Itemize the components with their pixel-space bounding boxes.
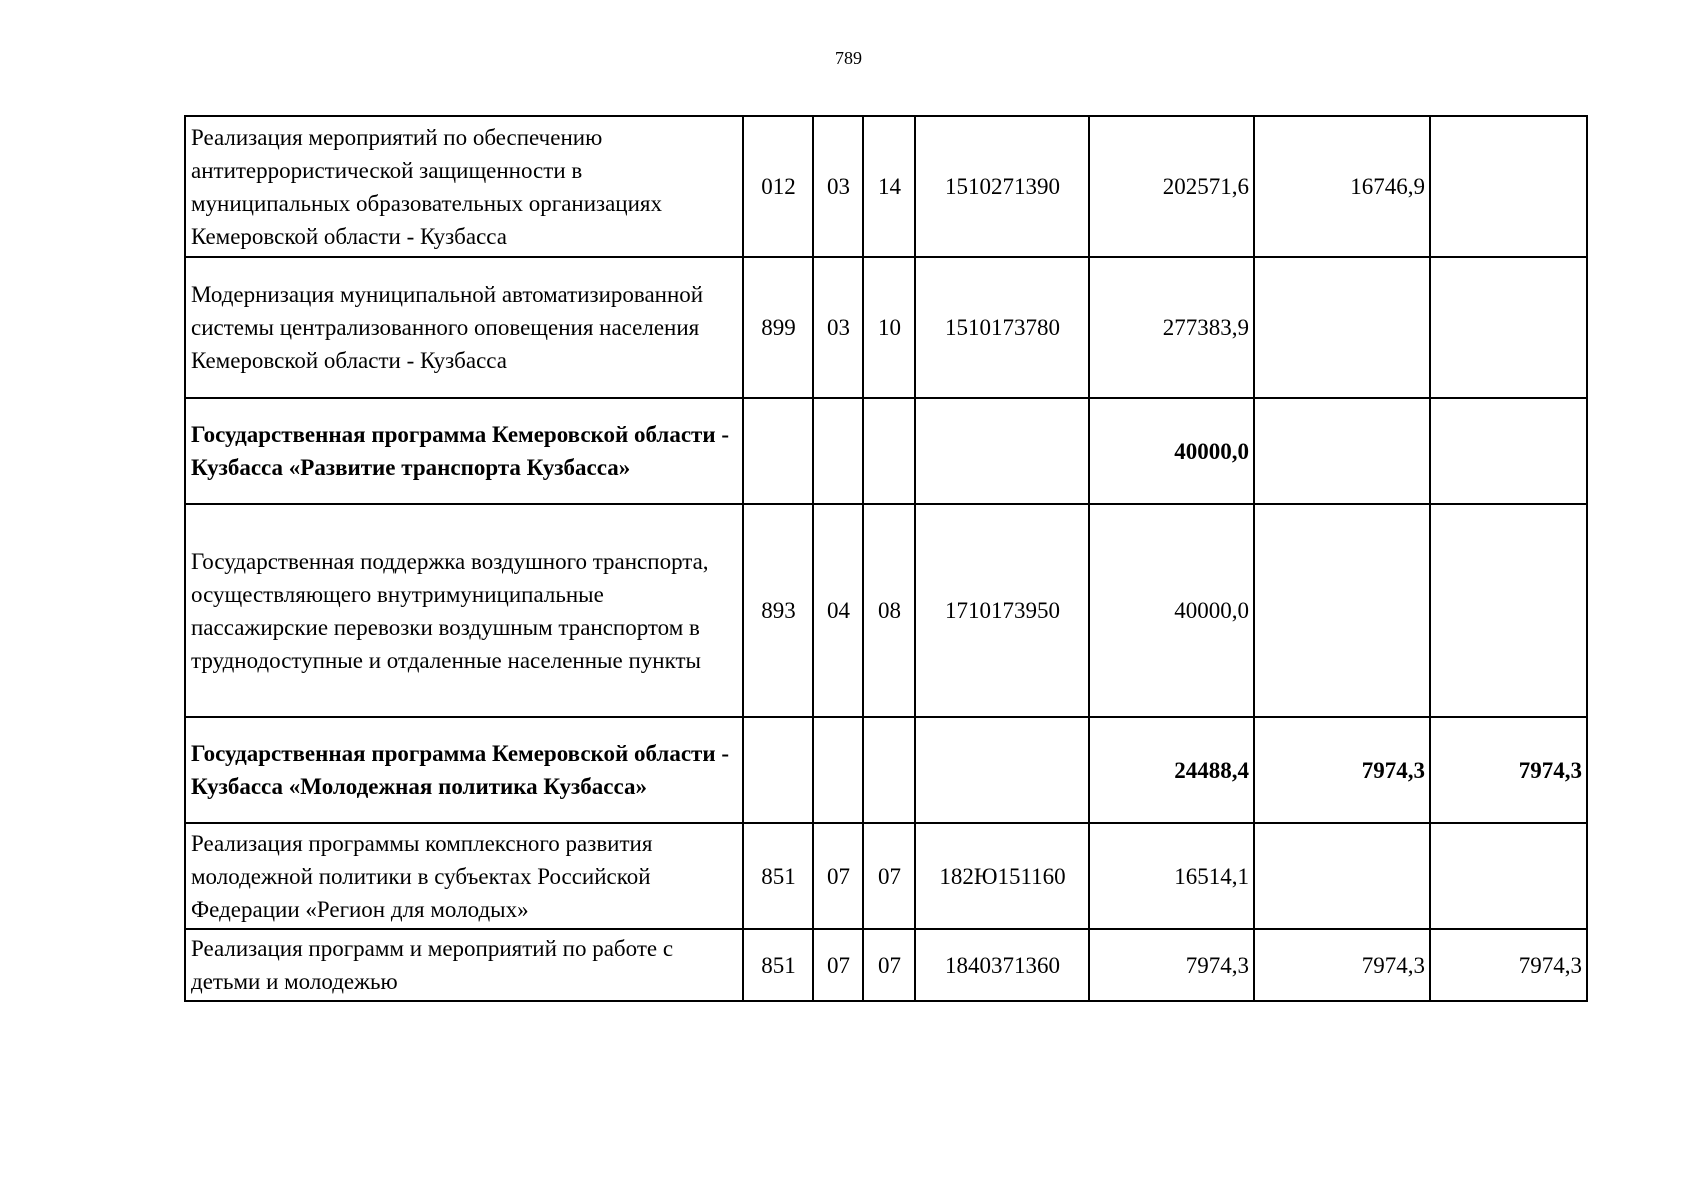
table-row xyxy=(185,257,1587,398)
table-row xyxy=(185,929,1587,1001)
table-row xyxy=(185,116,1587,257)
section-code: 04 xyxy=(813,504,863,717)
section-code: 07 xyxy=(813,929,863,1001)
ministry-code xyxy=(743,398,813,504)
ministry-code: 851 xyxy=(743,823,813,929)
target-article-code: 1710173950 xyxy=(915,504,1089,717)
amount-year-1: 24488,4 xyxy=(1089,717,1254,823)
target-article-code xyxy=(915,398,1089,504)
target-article-code xyxy=(915,717,1089,823)
target-article-code: 182Ю151160 xyxy=(915,823,1089,929)
item-name: Реализация мероприятий по обеспечению антитеррористической защищенности в муниципальных образовательных организациях Кемеровской области - Кузбасса xyxy=(185,116,743,257)
ministry-code: 851 xyxy=(743,929,813,1001)
section-code xyxy=(813,398,863,504)
target-article-code: 1510173780 xyxy=(915,257,1089,398)
amount-year-3: 7974,3 xyxy=(1430,717,1587,823)
amount-year-2: 7974,3 xyxy=(1254,717,1430,823)
item-name: Реализация программ и мероприятий по работе с детьми и молодежью xyxy=(185,929,743,1001)
subsection-code xyxy=(863,717,915,823)
subsection-code: 07 xyxy=(863,823,915,929)
amount-year-3 xyxy=(1430,823,1587,929)
table-row xyxy=(185,504,1587,717)
program-heading-row xyxy=(185,717,1587,823)
amount-year-2: 7974,3 xyxy=(1254,929,1430,1001)
amount-year-3 xyxy=(1430,504,1587,717)
amount-year-3 xyxy=(1430,116,1587,257)
section-code: 07 xyxy=(813,823,863,929)
ministry-code xyxy=(743,717,813,823)
target-article-code: 1840371360 xyxy=(915,929,1089,1001)
amount-year-3 xyxy=(1430,398,1587,504)
section-code: 03 xyxy=(813,257,863,398)
amount-year-3: 7974,3 xyxy=(1430,929,1587,1001)
section-code xyxy=(813,717,863,823)
amount-year-1: 16514,1 xyxy=(1089,823,1254,929)
table-row xyxy=(185,823,1587,929)
amount-year-1: 277383,9 xyxy=(1089,257,1254,398)
amount-year-2 xyxy=(1254,398,1430,504)
section-code: 03 xyxy=(813,116,863,257)
amount-year-2: 16746,9 xyxy=(1254,116,1430,257)
amount-year-2 xyxy=(1254,257,1430,398)
subsection-code: 08 xyxy=(863,504,915,717)
program-name: Государственная программа Кемеровской области - Кузбасса «Развитие транспорта Кузбасса» xyxy=(185,398,743,504)
budget-table-body xyxy=(185,116,1587,1001)
item-name: Модернизация муниципальной автоматизированной системы централизованного оповещения населения Кемеровской области - Кузбасса xyxy=(185,257,743,398)
budget-table xyxy=(184,115,1588,1002)
ministry-code: 893 xyxy=(743,504,813,717)
amount-year-1: 202571,6 xyxy=(1089,116,1254,257)
item-name: Государственная поддержка воздушного транспорта, осуществляющего внутримуниципальные пассажирские перевозки воздушным транспортом в труднодоступные и отдаленные населенные пункты xyxy=(185,504,743,717)
program-heading-row xyxy=(185,398,1587,504)
amount-year-1: 40000,0 xyxy=(1089,398,1254,504)
amount-year-2 xyxy=(1254,504,1430,717)
subsection-code: 07 xyxy=(863,929,915,1001)
ministry-code: 012 xyxy=(743,116,813,257)
amount-year-1: 7974,3 xyxy=(1089,929,1254,1001)
program-name: Государственная программа Кемеровской области - Кузбасса «Молодежная политика Кузбасса» xyxy=(185,717,743,823)
amount-year-1: 40000,0 xyxy=(1089,504,1254,717)
ministry-code: 899 xyxy=(743,257,813,398)
subsection-code: 14 xyxy=(863,116,915,257)
page-number: 789 xyxy=(835,48,862,68)
subsection-code: 10 xyxy=(863,257,915,398)
amount-year-2 xyxy=(1254,823,1430,929)
target-article-code: 1510271390 xyxy=(915,116,1089,257)
item-name: Реализация программы комплексного развития молодежной политики в субъектах Российской Федерации «Регион для молодых» xyxy=(185,823,743,929)
amount-year-3 xyxy=(1430,257,1587,398)
subsection-code xyxy=(863,398,915,504)
